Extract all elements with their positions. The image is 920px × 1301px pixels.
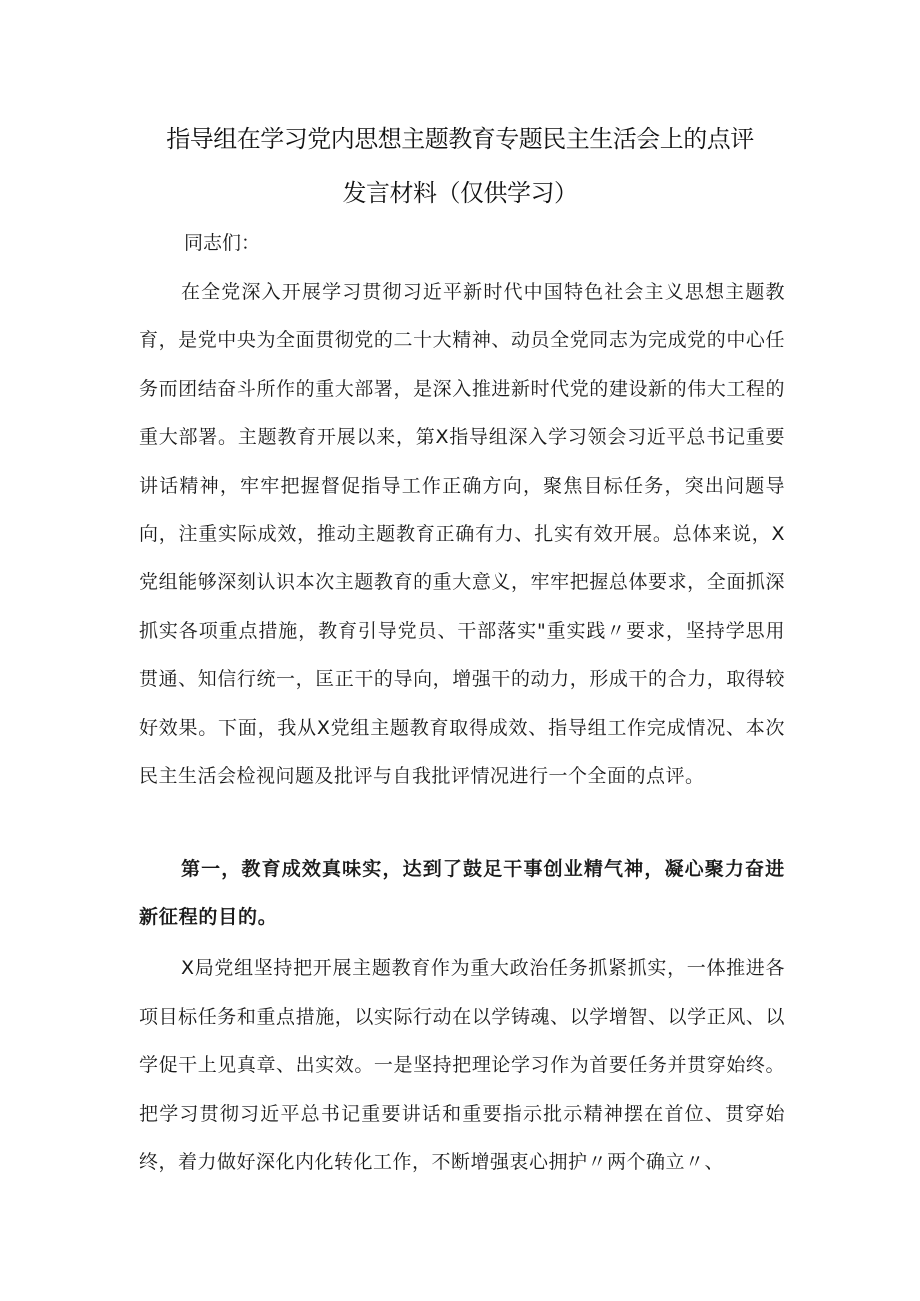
salutation: 同志们： [184, 232, 261, 254]
paragraph-intro: 在全党深入开展学习贯彻习近平新时代中国特色社会主义思想主题教育，是党中央为全面贯彻党的二十大精神、动员全党同志为完成党的中心任务而团结奋斗所作的重大部署，是深入推进新时代党的建设新的伟大工程的重大部署。主题教育开展以来，第X指导组深入学习领会习近平总书记重要讲话精神，牢牢把握督促指导工作正确方向，聚焦目标任务，突出问题导向，注重实际成效，推动主题教育正确有力、扎实有效开展。总体来说，X党组能够深刻认识本次主题教育的重大意义，牢牢把握总体要求，全面抓深抓实各项重点措施，教育引导党员、干部落实"重实践〃要求，坚持学思用贯通、知信行统一，匡正干的导向，增强干的动力，形成干的合力，取得较好效果。下面，我从X党组主题教育取得成效、指导组工作完成情况、本次民主生活会检视问题及批评与自我批评情况进行一个全面的点评。 [139, 281, 785, 788]
document-title-line-1: 指导组在学习党内思想主题教育专题民主生活会上的点评 [166, 125, 754, 153]
document-title-line-2: 发言材料（仅供学习） [342, 179, 578, 207]
section-heading-first: 第一，教育成效真味实，达到了鼓足干事创业精气神，凝心聚力奋进新征程的目的。 [139, 858, 785, 928]
paragraph-first-section: X局党组坚持把开展主题教育作为重大政治任务抓紧抓实，一体推进各项目标任务和重点措施，以实际行动在以学铸魂、以学增智、以学正风、以学促干上见真章、出实效。一是坚持把理论学习作为首要任务并贯穿始终。把学习贯彻习近平总书记重要讲话和重要指示批示精神摆在首位、贯穿始终，着力做好深化内化转化工作，不断增强衷心拥护〃两个确立〃、 [139, 957, 785, 1174]
